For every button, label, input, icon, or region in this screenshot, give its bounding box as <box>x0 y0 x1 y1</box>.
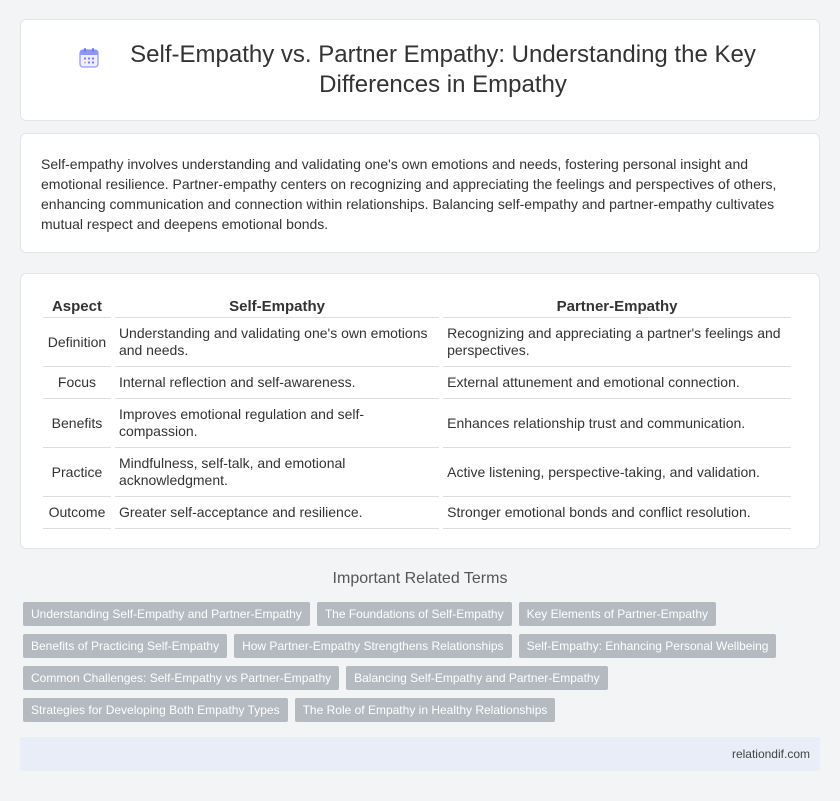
related-term-tag[interactable]: Benefits of Practicing Self-Empathy <box>23 634 227 658</box>
comparison-table <box>39 294 795 529</box>
related-term-tag[interactable]: Balancing Self-Empathy and Partner-Empathy <box>346 666 607 690</box>
self-empathy-cell: Improves emotional regulation and self-compassion. <box>115 399 439 448</box>
calendar-icon <box>77 46 101 70</box>
aspect-cell: Practice <box>43 448 111 497</box>
header-self-empathy: Self-Empathy <box>115 294 439 318</box>
related-term-tag[interactable]: Self-Empathy: Enhancing Personal Wellbeing <box>519 634 777 658</box>
self-empathy-cell: Internal reflection and self-awareness. <box>115 367 439 399</box>
related-term-tag[interactable]: Strategies for Developing Both Empathy Types <box>23 698 288 722</box>
partner-empathy-cell: Stronger emotional bonds and conflict resolution. <box>443 497 791 529</box>
related-terms-list <box>23 602 823 730</box>
partner-empathy-cell: Enhances relationship trust and communication. <box>443 399 791 448</box>
header-aspect: Aspect <box>43 294 111 318</box>
related-term-tag[interactable]: The Foundations of Self-Empathy <box>317 602 512 626</box>
self-empathy-cell: Understanding and validating one's own emotions and needs. <box>115 318 439 367</box>
partner-empathy-cell: Recognizing and appreciating a partner's feelings and perspectives. <box>443 318 791 367</box>
table-row <box>43 399 791 448</box>
related-term-tag[interactable]: Common Challenges: Self-Empathy vs Partner-Empathy <box>23 666 339 690</box>
header-card <box>20 19 820 121</box>
related-term-tag[interactable]: How Partner-Empathy Strengthens Relationships <box>234 634 511 658</box>
related-term-tag[interactable]: Understanding Self-Empathy and Partner-Empathy <box>23 602 310 626</box>
comparison-card <box>20 273 820 549</box>
summary-card <box>20 133 820 253</box>
related-term-tag[interactable]: Key Elements of Partner-Empathy <box>519 602 716 626</box>
self-empathy-cell: Mindfulness, self-talk, and emotional acknowledgment. <box>115 448 439 497</box>
related-terms-title: Important Related Terms <box>332 570 508 587</box>
related-term-tag[interactable]: The Role of Empathy in Healthy Relationships <box>295 698 556 722</box>
partner-empathy-cell: External attunement and emotional connection. <box>443 367 791 399</box>
table-row <box>43 318 791 367</box>
self-empathy-cell: Greater self-acceptance and resilience. <box>115 497 439 529</box>
table-row <box>43 448 791 497</box>
aspect-cell: Outcome <box>43 497 111 529</box>
table-header-row <box>43 294 791 318</box>
summary-text: Self-empathy involves understanding and validating one's own emotions and needs, fostering personal insight and emotional resilience. Partner-empathy centers on recognizing and appreciating the feelings and perspectives of others, enhancing communication and connection within relationships. Balancing self-empathy and partner-empathy cultivates mutual respect and deepens emotional bonds. <box>41 156 777 232</box>
partner-empathy-cell: Active listening, perspective-taking, and validation. <box>443 448 791 497</box>
footer <box>20 737 820 771</box>
aspect-cell: Definition <box>43 318 111 367</box>
aspect-cell: Focus <box>43 367 111 399</box>
footer-site-link[interactable]: relationdif.com <box>731 747 810 761</box>
page-title: Self-Empathy vs. Partner Empathy: Understanding the Key Differences in Empathy <box>130 41 756 98</box>
table-row <box>43 497 791 529</box>
header-partner-empathy: Partner-Empathy <box>443 294 791 318</box>
table-row <box>43 367 791 399</box>
aspect-cell: Benefits <box>43 399 111 448</box>
